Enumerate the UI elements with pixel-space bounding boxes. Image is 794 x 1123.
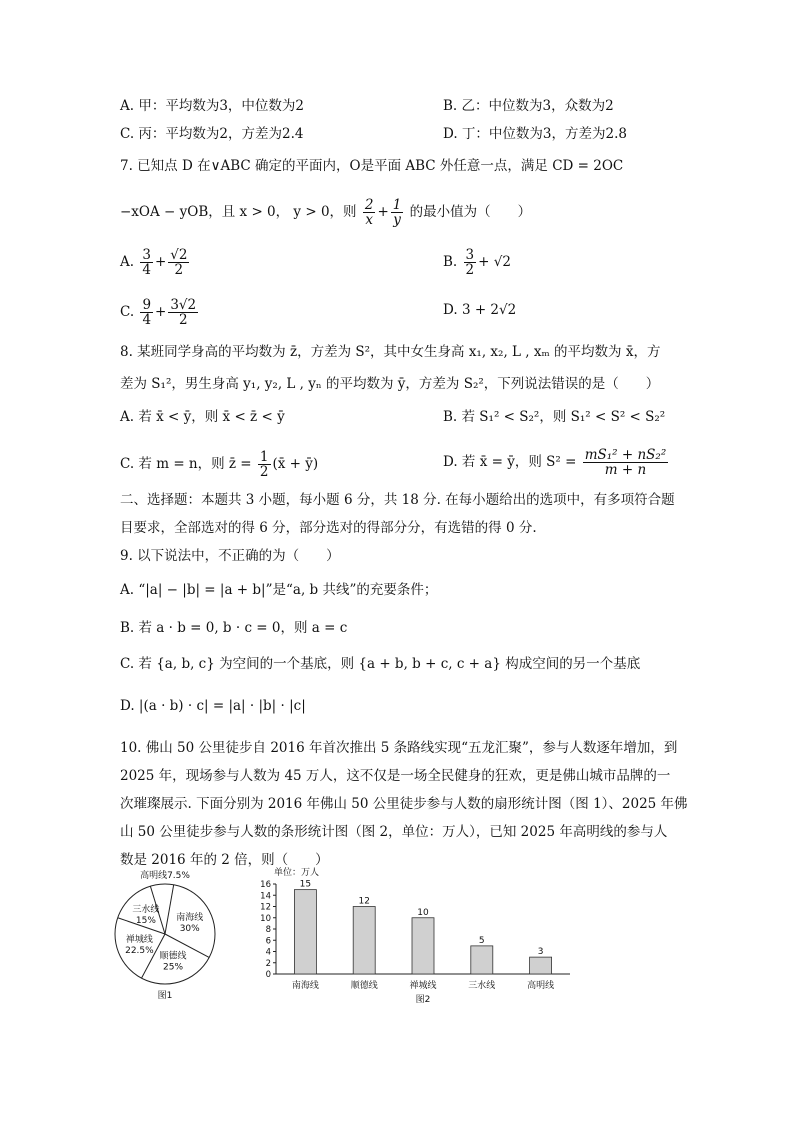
q6-option-c: C. 丙：平均数为2，方差为2.4 bbox=[120, 126, 304, 142]
figure1-caption: 图1 bbox=[157, 991, 173, 1001]
q7-c-frac1-num: 9 bbox=[142, 297, 152, 313]
section2-header-line2: 目要求，全部选对的得 6 分，部分选对的得部分分，有选错的得 0 分. bbox=[120, 520, 537, 536]
q7-option-d bbox=[443, 300, 516, 320]
q8-c-frac bbox=[258, 450, 271, 479]
q7-d-label: D. bbox=[443, 302, 458, 318]
q7-b-frac1 bbox=[464, 248, 477, 277]
pie-label-value: 25% bbox=[163, 962, 184, 973]
bar-0 bbox=[294, 890, 316, 974]
q7-stem-line1: 7. 已知点 D 在∨ABC 确定的平面内，O是平面 ABC 外任意一点，满足 CD = 2OC bbox=[120, 158, 624, 174]
q7-option-c bbox=[120, 294, 200, 330]
bar-value-label: 10 bbox=[417, 907, 429, 918]
section2-header-line1: 二、选择题：本题共 3 小题，每小题 6 分，共 18 分. 在每小题给出的选项中，有多项符合题 bbox=[120, 492, 675, 508]
pie-label-category: 南海线 bbox=[176, 912, 204, 923]
q7-a-plus: + bbox=[154, 254, 167, 270]
q7-a-label: A. bbox=[120, 254, 135, 270]
q8-d-num: mS₁² + nS₂² bbox=[584, 447, 667, 463]
pie-slice-label-3 bbox=[132, 903, 159, 926]
q10-stem-line3: 次璀璨展示. 下面分别为 2016 年佛山 50 公里徒步参与人数的扇形统计图（图 1）、2025 年佛 bbox=[120, 796, 688, 812]
bar-category-label: 顺德线 bbox=[350, 981, 378, 991]
bar-1 bbox=[353, 907, 375, 975]
q9-option-a: A. “|a| − |b| = |a + b|”是“a, b 共线”的充要条件； bbox=[120, 582, 438, 598]
pie-slice-label-0 bbox=[176, 911, 203, 934]
q7-b-frac1-den: 2 bbox=[465, 262, 475, 278]
q7-frac2-num: 1 bbox=[392, 197, 402, 213]
bar-y-tick-label: 14 bbox=[260, 891, 271, 902]
bar-value-label: 12 bbox=[358, 896, 370, 907]
q9-option-b: B. 若 a · b = 0, b · c = 0，则 a = c bbox=[120, 620, 348, 636]
q7-a-frac1-num: 3 bbox=[142, 247, 151, 263]
q7-fraction-2-over-x bbox=[363, 198, 376, 227]
pie-label-category: 禅城线 bbox=[125, 935, 153, 946]
q7-c-frac1-den: 4 bbox=[142, 312, 152, 328]
q7-b-label: B. bbox=[443, 254, 458, 270]
q7-c-plus: + bbox=[155, 304, 167, 320]
bar-y-tick-label: 2 bbox=[265, 958, 271, 969]
figure2-caption: 图2 bbox=[415, 995, 431, 1005]
bar-y-tick-label: 10 bbox=[260, 913, 271, 924]
bar-y-tick-label: 8 bbox=[265, 925, 271, 935]
pie-slice-label-1 bbox=[160, 949, 187, 972]
q7-frac1-den: x bbox=[365, 212, 373, 228]
pie-label-text: 高明线7.5% bbox=[140, 871, 190, 881]
q7-frac2-den: y bbox=[393, 212, 401, 228]
q10-stem-line2: 2025 年，现场参与人数为 45 万人，这不仅是一场全民健身的狂欢，更是佛山城市品牌的一 bbox=[120, 768, 671, 784]
q7-stem-line2-b: 的最小值为（ ） bbox=[409, 204, 532, 220]
q7-a-frac2-num: √2 bbox=[170, 247, 188, 263]
q7-a-frac2-den: 2 bbox=[174, 262, 184, 278]
bar-chart-figure2 bbox=[246, 862, 576, 1008]
bar-y-tick-label: 0 bbox=[265, 970, 271, 980]
q10-stem-line1: 10. 佛山 50 公里徒步自 2016 年首次推出 5 条路线实现“五龙汇聚”，参与人数逐年增加，到 bbox=[120, 740, 678, 756]
pie-label-value: 15% bbox=[135, 916, 156, 927]
q8-d-pre: D. 若 x̄ = ȳ，则 S² = bbox=[443, 454, 577, 470]
q7-d-rest: 3 + 2√2 bbox=[461, 302, 517, 318]
bar-y-tick-label: 16 bbox=[260, 880, 271, 890]
q7-a-frac1-den: 4 bbox=[142, 262, 151, 278]
q7-b-frac1-num: 3 bbox=[465, 247, 475, 263]
bar-value-label: 15 bbox=[299, 879, 312, 890]
q7-c-label: C. bbox=[120, 304, 135, 320]
q7-c-frac2-num: 3√2 bbox=[170, 297, 197, 313]
q7-c-frac2 bbox=[168, 298, 198, 327]
bar-y-tick-label: 12 bbox=[260, 902, 271, 913]
q7-option-a bbox=[120, 244, 191, 280]
q9-stem: 9. 以下说法中，不正确的为（ ） bbox=[120, 548, 340, 564]
q9-option-c: C. 若 {a, b, c} 为空间的一个基底，则 {a + b, b + c, c + a} 构成空间的另一个基底 bbox=[120, 656, 641, 672]
q7-plus: + bbox=[377, 204, 389, 220]
q7-a-frac2 bbox=[168, 248, 189, 277]
bar-4 bbox=[530, 957, 552, 974]
q10-stem-line5: 数是 2016 年的 2 倍，则（ ） bbox=[120, 852, 329, 868]
bar-category-label: 三水线 bbox=[468, 981, 496, 991]
q7-stem-line2-a: −xOA − yOB，且 x > 0， y > 0，则 bbox=[120, 204, 357, 220]
q8-c-den: 2 bbox=[259, 464, 269, 480]
q8-c-post: (x̄ + ȳ) bbox=[272, 456, 319, 472]
q7-b-rest: + √2 bbox=[478, 254, 511, 270]
q8-option-b: B. 若 S₁² < S₂²，则 S₁² < S² < S₂² bbox=[443, 409, 666, 425]
q9-option-d: D. |(a · b) · c| = |a| · |b| · |c| bbox=[120, 698, 306, 714]
q6-option-b: B. 乙：中位数为3，众数为2 bbox=[443, 98, 614, 114]
q7-fraction-1-over-y bbox=[391, 198, 404, 227]
pie-label-category: 三水线 bbox=[132, 905, 160, 916]
bar-value-label: 5 bbox=[478, 935, 485, 946]
pie-slice-label-2 bbox=[125, 933, 154, 956]
q10-stem-line4: 山 50 公里徒步参与人数的条形统计图（图 2，单位：万人），已知 2025 年高明线的参与人 bbox=[120, 824, 668, 840]
bar-y-tick-label: 6 bbox=[265, 936, 271, 947]
pie-chart-figure1 bbox=[110, 866, 220, 1006]
q6-option-d: D. 丁：中位数为3，方差为2.8 bbox=[443, 126, 627, 142]
q8-d-frac bbox=[583, 448, 669, 477]
bar-value-label: 3 bbox=[537, 947, 544, 958]
pie-slice-label-4 bbox=[140, 869, 190, 881]
bar-y-tick-label: 4 bbox=[265, 947, 271, 958]
bar-3 bbox=[471, 946, 493, 974]
bar-unit-label: 单位：万人 bbox=[274, 868, 320, 878]
q6-option-a: A. 甲：平均数为3，中位数为2 bbox=[120, 98, 305, 114]
q8-stem-line2: 差为 S₁²，男生身高 y₁, y₂, L , yₙ 的平均数为 ȳ，方差为 S₂²，下列说法错误的是（ ） bbox=[120, 376, 660, 392]
q8-option-a: A. 若 x̄ < ȳ，则 x̄ < z̄ < ȳ bbox=[120, 409, 285, 425]
q8-stem-line1: 8. 某班同学身高的平均数为 z̄，方差为 S²，其中女生身高 x₁, x₂, L , xₘ 的平均数为 x̄，方 bbox=[120, 344, 661, 360]
q7-c-frac2-den: 2 bbox=[178, 312, 188, 328]
q7-stem-line2 bbox=[120, 194, 531, 230]
q7-option-b bbox=[443, 244, 511, 280]
q8-option-c bbox=[120, 446, 318, 482]
q7-c-frac1 bbox=[140, 298, 153, 327]
q8-c-num: 1 bbox=[259, 449, 269, 465]
bar-2 bbox=[412, 918, 434, 974]
q8-option-d bbox=[443, 444, 670, 480]
pie-label-category: 顺德线 bbox=[159, 951, 187, 962]
bar-category-label: 南海线 bbox=[291, 981, 319, 991]
q7-frac1-num: 2 bbox=[364, 197, 374, 213]
q7-a-frac1 bbox=[140, 248, 153, 277]
pie-label-value: 30% bbox=[179, 923, 200, 934]
q8-d-den: m + n bbox=[604, 462, 647, 478]
pie-label-value: 22.5% bbox=[125, 946, 154, 957]
bar-category-label: 禅城线 bbox=[409, 981, 437, 991]
q8-c-pre: C. 若 m = n，则 z̄ = bbox=[120, 456, 252, 472]
bar-category-label: 高明线 bbox=[527, 981, 555, 991]
